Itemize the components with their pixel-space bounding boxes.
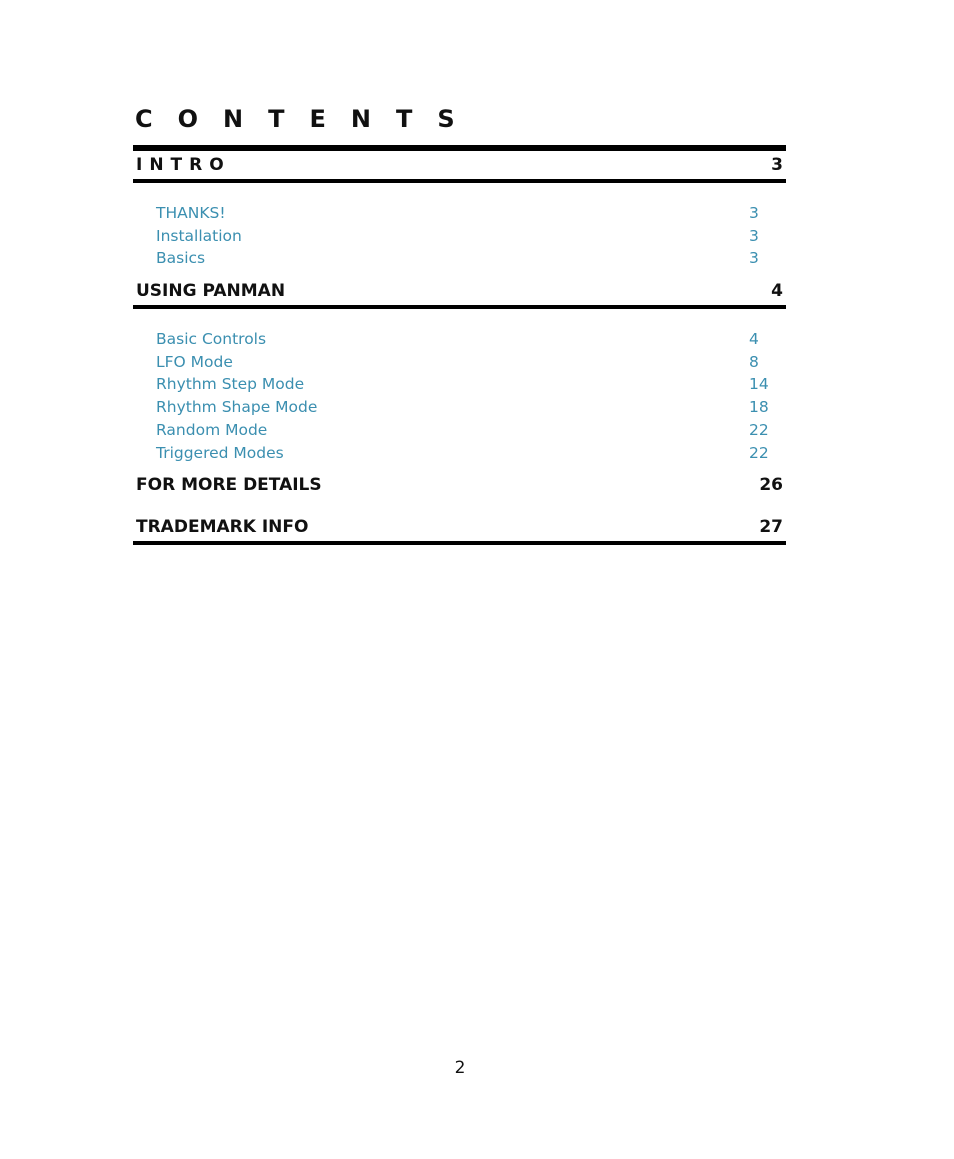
toc-entry-page: 22 xyxy=(749,420,769,439)
toc-entry-page: 18 xyxy=(749,398,769,417)
section-heading-using-panman[interactable] xyxy=(133,277,786,309)
section-entries-intro xyxy=(133,183,786,277)
section-entries-using-panman xyxy=(133,309,786,471)
section-label: USING PANMAN xyxy=(136,281,286,302)
section-heading-for-more-details[interactable] xyxy=(133,471,786,499)
toc-entry-page: 3 xyxy=(749,226,759,245)
section-spacer xyxy=(133,499,786,513)
toc-entry-basics[interactable] xyxy=(133,249,786,272)
page-title: CONTENTS xyxy=(135,105,480,133)
toc-entry-page: 8 xyxy=(749,352,759,371)
section-label: TRADEMARK INFO xyxy=(136,517,309,538)
section-heading-intro[interactable] xyxy=(133,151,786,183)
toc-entry-page: 14 xyxy=(749,375,769,394)
toc-entry-rhythm-shape-mode[interactable] xyxy=(133,398,786,421)
toc-entry-label: Basics xyxy=(156,249,206,268)
toc-entry-random-mode[interactable] xyxy=(133,421,786,444)
toc-entry-lfo-mode[interactable] xyxy=(133,353,786,376)
toc-entry-page: 3 xyxy=(749,204,759,222)
toc-entry-label: Triggered Modes xyxy=(156,443,284,462)
table-of-contents xyxy=(133,104,786,545)
toc-entry-page: 22 xyxy=(749,443,769,462)
toc-entry-label: Random Mode xyxy=(156,420,268,439)
toc-entry-label: Rhythm Step Mode xyxy=(156,375,305,394)
toc-entry-basic-controls[interactable] xyxy=(133,330,786,353)
toc-entry-rhythm-step-mode[interactable] xyxy=(133,375,786,398)
toc-entry-label: Basic Controls xyxy=(156,330,267,349)
section-page-number: 4 xyxy=(771,281,783,302)
section-page-number: 26 xyxy=(759,475,783,496)
footer-page-number: 2 xyxy=(454,1058,466,1078)
toc-entry-label: Installation xyxy=(156,226,242,245)
toc-entry-label: THANKS! xyxy=(156,204,226,222)
section-heading-trademark-info[interactable] xyxy=(133,513,786,545)
toc-entry-label: Rhythm Shape Mode xyxy=(156,398,318,417)
section-label: FOR MORE DETAILS xyxy=(136,475,322,496)
toc-entry-thanks[interactable] xyxy=(133,204,786,227)
toc-entry-page: 4 xyxy=(749,330,759,349)
toc-entry-page: 3 xyxy=(749,249,759,268)
section-label: INTRO xyxy=(136,155,231,175)
toc-entry-installation[interactable] xyxy=(133,227,786,250)
toc-entry-label: LFO Mode xyxy=(156,352,233,371)
section-page-number: 27 xyxy=(759,517,783,538)
section-page-number: 3 xyxy=(771,155,783,175)
toc-entry-triggered-modes[interactable] xyxy=(133,444,786,467)
